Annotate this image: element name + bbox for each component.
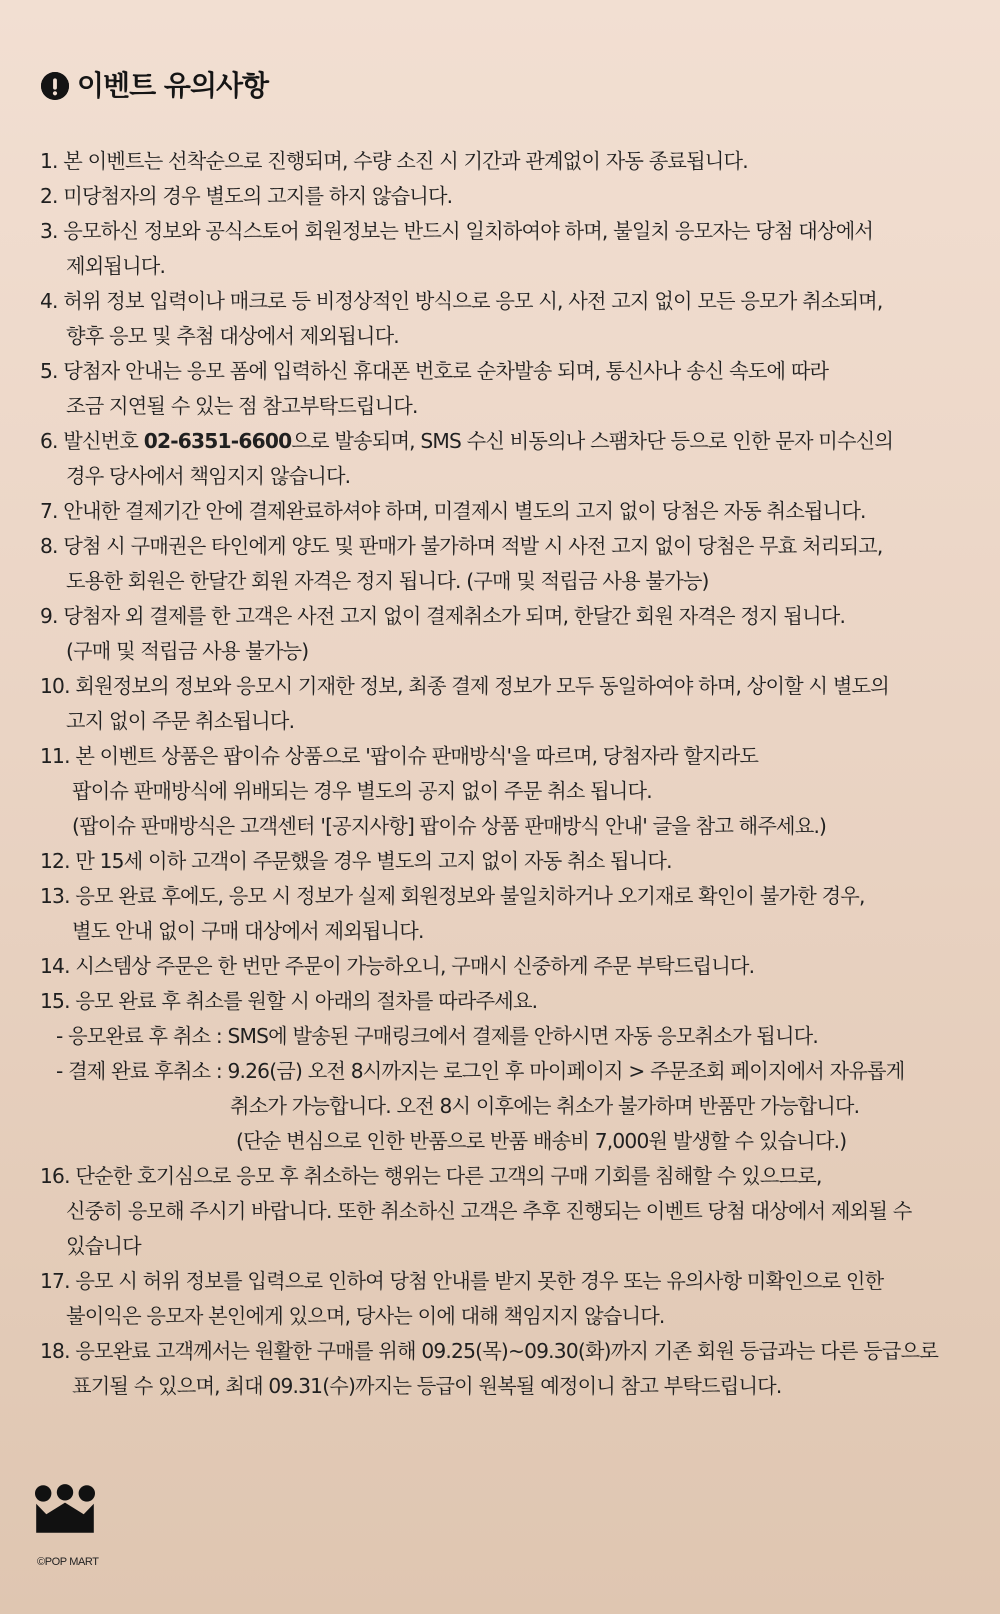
notice-line-continued: 고지 없이 주문 취소됩니다.: [66, 709, 295, 733]
notice-line-continued: 표기될 수 있으며, 최대 09.31(수)까지는 등급이 원복될 예정이니 참고 부탁드립니다.: [72, 1374, 782, 1398]
notice-item-2: [40, 179, 990, 214]
notice-line: 9. 당첨자 외 결제를 한 고객은 사전 고지 없이 결제취소가 되며, 한달간 회원 자격은 정지 됩니다.: [40, 604, 846, 628]
page-title: 이벤트 유의사항: [77, 69, 269, 102]
notice-item-8: [40, 529, 990, 599]
notice-line: 10. 회원정보의 정보와 응모시 기재한 정보, 최종 결제 정보가 모두 동일하여야 하며, 상이할 시 별도의: [40, 674, 889, 698]
notice-line: 8. 당첨 시 구매권은 타인에게 양도 및 판매가 불가하며 적발 시 사전 고지 없이 당첨은 무효 처리되고,: [40, 534, 883, 558]
notice-line: 7. 안내한 결제기간 안에 결제완료하셔야 하며, 미결제시 별도의 고지 없이 당첨은 자동 취소됩니다.: [40, 499, 866, 523]
notice-item-12: [40, 844, 990, 879]
notice-item-10: [40, 669, 990, 739]
notice-line: 3. 응모하신 정보와 공식스토어 회원정보는 반드시 일치하여야 하며, 불일치 응모자는 당첨 대상에서: [40, 219, 874, 243]
notice-line: 17. 응모 시 허위 정보를 입력으로 인하여 당첨 안내를 받지 못한 경우 또는 유의사항 미확인으로 인한: [40, 1269, 884, 1293]
notice-line: 16. 단순한 호기심으로 응모 후 취소하는 행위는 다른 고객의 구매 기회를 침해할 수 있으므로,: [40, 1164, 822, 1188]
cancel-step-after-entry: - 응모완료 후 취소 : SMS에 발송된 구매링크에서 결제를 안하시면 자동 응모취소가 됩니다.: [56, 1024, 818, 1048]
notice-line-continued: 제외됩니다.: [66, 254, 166, 278]
notice-line-continued: 불이익은 응모자 본인에게 있으며, 당사는 이에 대해 책임지지 않습니다.: [66, 1304, 665, 1328]
notice-header: [41, 64, 1000, 108]
notice-line: 15. 응모 완료 후 취소를 원할 시 아래의 절차를 따라주세요.: [40, 989, 538, 1013]
notice-item-11: [40, 739, 990, 844]
notice-item-9: [40, 599, 990, 669]
notice-item-7: [40, 494, 990, 529]
notice-line: 13. 응모 완료 후에도, 응모 시 정보가 실제 회원정보와 불일치하거나 오기재로 확인이 불가한 경우,: [40, 884, 865, 908]
notice-line: 5. 당첨자 안내는 응모 폼에 입력하신 휴대폰 번호로 순차발송 되며, 통신사나 송신 속도에 따라: [40, 359, 829, 383]
notice-line-continued: 있습니다: [66, 1234, 141, 1258]
return-fee-note: (단순 변심으로 인한 반품으로 반품 배송비 7,000원 발생할 수 있습니다.): [236, 1129, 847, 1153]
notice-line-continued: 도용한 회원은 한달간 회원 자격은 정지 됩니다. (구매 및 적립금 사용 불가능): [66, 569, 709, 593]
notice-text-suffix: 으로 발송되며, SMS 수신 비동의나 스팸차단 등으로 인한 문자 미수신의: [291, 429, 894, 453]
notice-item-15: [40, 984, 990, 1159]
notice-line-continued: 취소가 가능합니다. 오전 8시 이후에는 취소가 불가하며 반품만 가능합니다.: [230, 1094, 860, 1118]
pop-mart-crown-logo: [34, 1484, 96, 1534]
notice-item-18: [40, 1334, 990, 1404]
notice-line-continued: 조금 지연될 수 있는 점 참고부탁드립니다.: [66, 394, 418, 418]
notice-line-continued: (구매 및 적립금 사용 불가능): [66, 639, 309, 663]
notice-line-continued: (팝이슈 판매방식은 고객센터 '[공지사항] 팝이슈 상품 판매방식 안내' 글을 참고 해주세요.): [72, 814, 827, 838]
copyright-text: ©POP MART: [37, 1556, 99, 1568]
notice-line: 4. 허위 정보 입력이나 매크로 등 비정상적인 방식으로 응모 시, 사전 고지 없이 모든 응모가 취소되며,: [40, 289, 883, 313]
notice-line: 2. 미당첨자의 경우 별도의 고지를 하지 않습니다.: [40, 184, 453, 208]
notice-item-13: [40, 879, 990, 949]
notice-line-continued: 신중히 응모해 주시기 바랍니다. 또한 취소하신 고객은 추후 진행되는 이벤트 당첨 대상에서 제외될 수: [66, 1199, 912, 1223]
notice-item-5: [40, 354, 990, 424]
notice-line-continued: 별도 안내 없이 구매 대상에서 제외됩니다.: [72, 919, 424, 943]
notice-list: [40, 144, 990, 1404]
notice-item-3: [40, 214, 990, 284]
notice-line: 12. 만 15세 이하 고객이 주문했을 경우 별도의 고지 없이 자동 취소 됩니다.: [40, 849, 672, 873]
notice-item-6: [40, 424, 990, 494]
notice-line: 11. 본 이벤트 상품은 팝이슈 상품으로 '팝이슈 판매방식'을 따르며, 당첨자라 할지라도: [40, 744, 759, 768]
notice-line-continued: 팝이슈 판매방식에 위배되는 경우 별도의 공지 없이 주문 취소 됩니다.: [72, 779, 652, 803]
notice-line-continued: 향후 응모 및 추첨 대상에서 제외됩니다.: [66, 324, 399, 348]
notice-line: 14. 시스템상 주문은 한 번만 주문이 가능하오니, 구매시 신중하게 주문 부탁드립니다.: [40, 954, 755, 978]
notice-item-16: [40, 1159, 990, 1264]
notice-item-14: [40, 949, 990, 984]
notice-text-prefix: 6. 발신번호: [40, 429, 144, 453]
notice-line: [40, 424, 990, 459]
notice-line: 1. 본 이벤트는 선착순으로 진행되며, 수량 소진 시 기간과 관계없이 자동 종료됩니다.: [40, 149, 748, 173]
notice-item-17: [40, 1264, 990, 1334]
sender-phone-number: 02-6351-6600: [143, 429, 292, 453]
notice-item-1: [40, 144, 990, 179]
alert-circle-icon: [41, 72, 69, 100]
notice-item-4: [40, 284, 990, 354]
notice-line: 18. 응모완료 고객께서는 원활한 구매를 위해 09.25(목)~09.30(화)까지 기존 회원 등급과는 다른 등급으로: [40, 1339, 939, 1363]
notice-line-continued: 경우 당사에서 책임지지 않습니다.: [66, 464, 351, 488]
cancel-step-after-payment: - 결제 완료 후취소 : 9.26(금) 오전 8시까지는 로그인 후 마이페이지 > 주문조회 페이지에서 자유롭게: [56, 1059, 905, 1083]
